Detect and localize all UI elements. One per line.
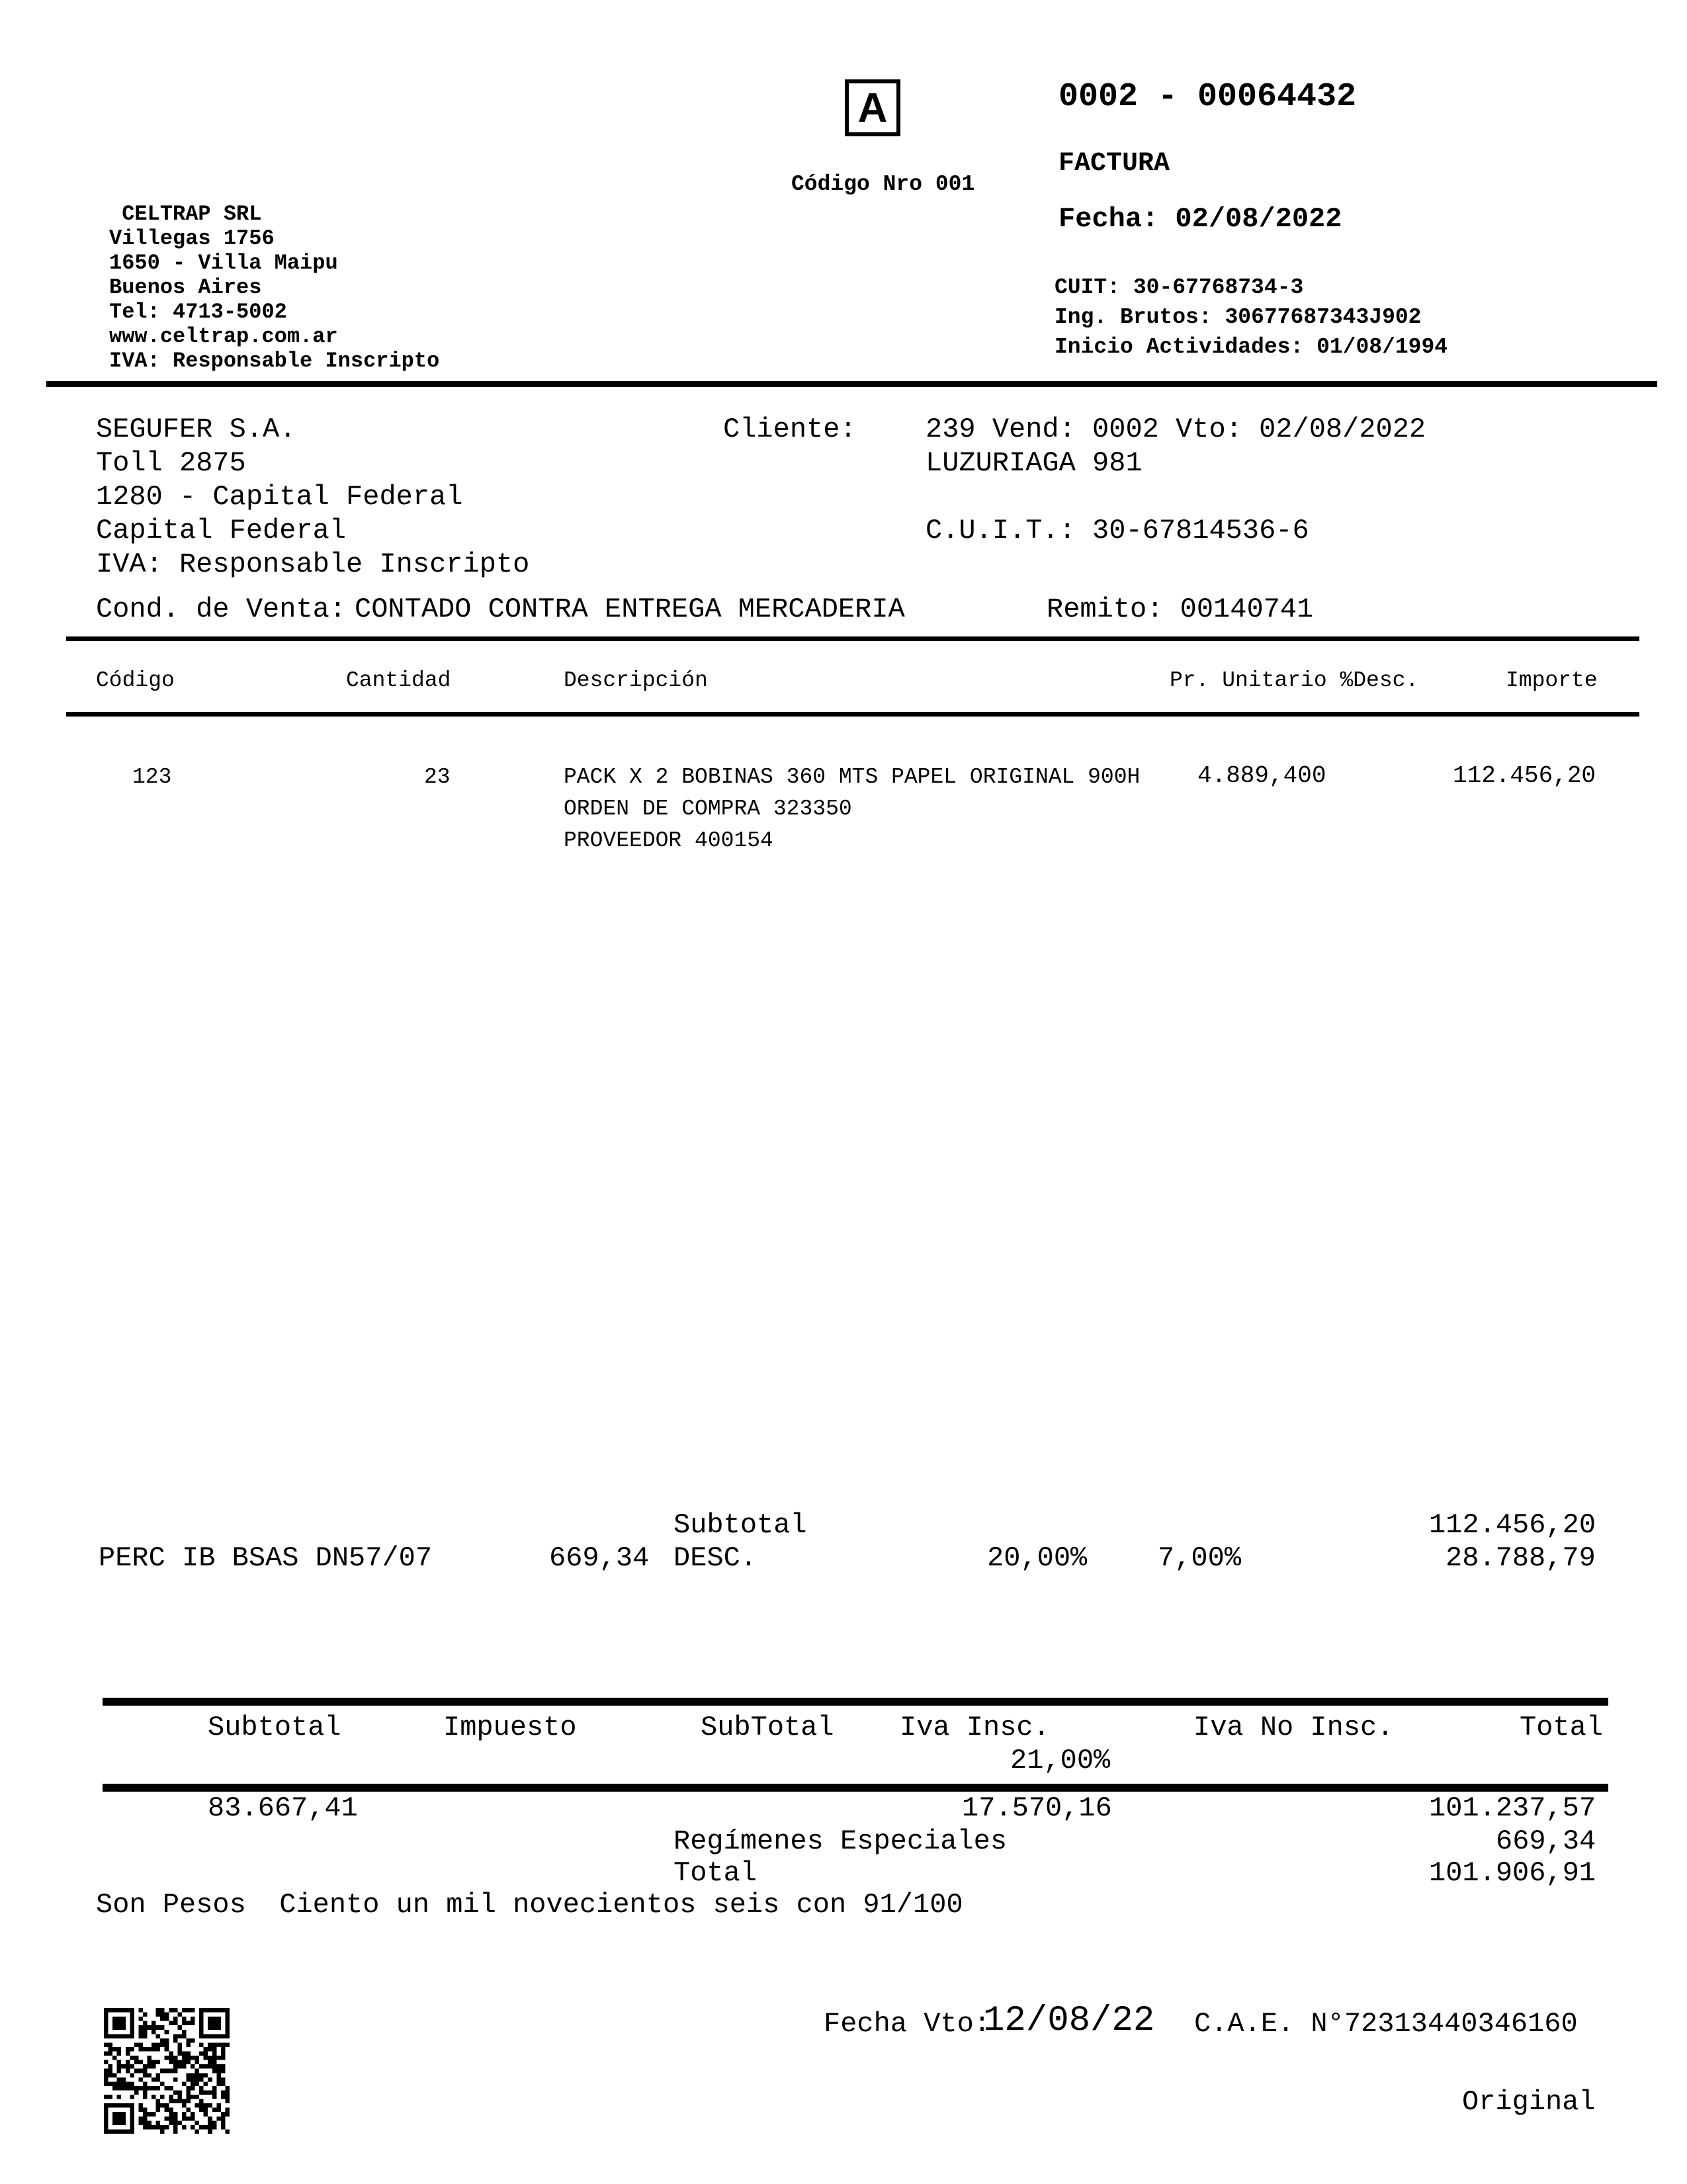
fecha-vto-label: Fecha Vto:: [824, 2008, 991, 2040]
totals-bottom-rule: [103, 1784, 1608, 1792]
total-label: Total: [673, 1857, 757, 1889]
cae-number: C.A.E. N°72313440346160: [1194, 2008, 1578, 2040]
totals-total-col-value: 101.237,57: [1429, 1792, 1596, 1824]
totals-subtotal-value: 83.667,41: [208, 1792, 358, 1824]
desc-value: 28.788,79: [1446, 1542, 1596, 1574]
copy-type: Original: [1462, 2086, 1596, 2118]
desc-pct1: 20,00%: [987, 1542, 1088, 1574]
seller-ing-brutos: Ing. Brutos: 30677687343J902: [1055, 305, 1422, 329]
desc-label: DESC.: [673, 1542, 757, 1574]
fecha-vto-value: 12/08/22: [983, 2001, 1155, 2041]
cliente-label: Cliente:: [723, 414, 857, 445]
regimenes-label: Regímenes Especiales: [673, 1825, 1008, 1857]
perc-ib-value: 669,34: [549, 1542, 650, 1574]
perc-ib-label: PERC IB BSAS DN57/07: [99, 1542, 433, 1574]
col-header-descripcion: Descripción: [564, 668, 708, 693]
amount-in-words: Son Pesos Ciento un mil novecientos seis con 91/100: [96, 1889, 963, 1921]
seller-province: Buenos Aires: [109, 275, 262, 300]
delivery-address: LUZURIAGA 981: [926, 447, 1143, 479]
item-importe: 112.456,20: [1453, 762, 1596, 789]
item-description-line2: ORDEN DE COMPRA 323350: [564, 797, 852, 821]
qr-code: [104, 2007, 230, 2134]
col-header-importe: Importe: [1506, 668, 1598, 693]
col-header-pr-unitario: Pr. Unitario %Desc.: [1170, 668, 1419, 693]
cliente-value: 239 Vend: 0002 Vto: 02/08/2022: [926, 414, 1426, 445]
seller-city: 1650 - Villa Maipu: [109, 251, 338, 275]
seller-phone: Tel: 4713-5002: [109, 300, 287, 324]
totals-header-subtotal: Subtotal: [208, 1712, 341, 1743]
totals-header-subtotal2: SubTotal: [701, 1712, 834, 1743]
totals-header-iva-insc: Iva Insc.: [900, 1712, 1050, 1743]
cond-venta-label: Cond. de Venta:: [96, 593, 347, 625]
totals-top-rule: [103, 1698, 1608, 1706]
invoice-letter-box: [845, 79, 900, 136]
seller-street: Villegas 1756: [109, 226, 275, 251]
cond-venta-value: CONTADO CONTRA ENTREGA MERCADERIA: [355, 593, 905, 625]
doc-type: FACTURA: [1059, 149, 1170, 179]
item-description-line3: PROVEEDOR 400154: [564, 828, 773, 853]
col-header-codigo: Código: [96, 668, 175, 693]
invoice-date: Fecha: 02/08/2022: [1059, 203, 1342, 235]
seller-iva-status: IVA: Responsable Inscripto: [109, 349, 440, 373]
regimenes-value: 669,34: [1496, 1825, 1596, 1857]
totals-iva-insc-value: 17.570,16: [962, 1792, 1112, 1824]
invoice-number: 0002 - 00064432: [1059, 78, 1357, 116]
customer-street: Toll 2875: [96, 447, 246, 479]
totals-header-total: Total: [1520, 1712, 1604, 1743]
item-codigo: 123: [132, 765, 172, 789]
seller-cuit: CUIT: 30-67768734-3: [1055, 275, 1304, 300]
remito-number: Remito: 00140741: [1047, 593, 1314, 625]
iva-rate: 21,00%: [1010, 1745, 1111, 1776]
invoice-letter: A: [857, 85, 888, 131]
desc-pct2: 7,00%: [1158, 1542, 1242, 1574]
item-unit-price: 4.889,400: [1197, 762, 1326, 789]
customer-province: Capital Federal: [96, 515, 347, 546]
seller-inicio-actividades: Inicio Actividades: 01/08/1994: [1055, 335, 1448, 359]
customer-name: SEGUFER S.A.: [96, 414, 296, 445]
item-cantidad: 23: [424, 765, 451, 789]
seller-website: www.celtrap.com.ar: [109, 324, 338, 349]
col-header-cantidad: Cantidad: [346, 668, 451, 693]
customer-cuit: C.U.I.T.: 30-67814536-6: [926, 515, 1309, 546]
customer-city: 1280 - Capital Federal: [96, 481, 463, 513]
seller-name: CELTRAP SRL: [109, 202, 262, 226]
total-value: 101.906,91: [1429, 1857, 1596, 1889]
item-description-line1: PACK X 2 BOBINAS 360 MTS PAPEL ORIGINAL 900H: [564, 765, 1141, 789]
header-divider-rule: [46, 381, 1657, 387]
totals-header-iva-no-insc: Iva No Insc.: [1193, 1712, 1394, 1743]
table-top-rule: [66, 636, 1639, 641]
customer-iva-status: IVA: Responsable Inscripto: [96, 548, 530, 580]
subtotal-label: Subtotal: [673, 1509, 807, 1541]
table-header-rule: [66, 712, 1639, 717]
subtotal-value: 112.456,20: [1429, 1509, 1596, 1541]
totals-header-impuesto: Impuesto: [443, 1712, 577, 1743]
codigo-nro-label: Código Nro 001: [791, 172, 975, 197]
